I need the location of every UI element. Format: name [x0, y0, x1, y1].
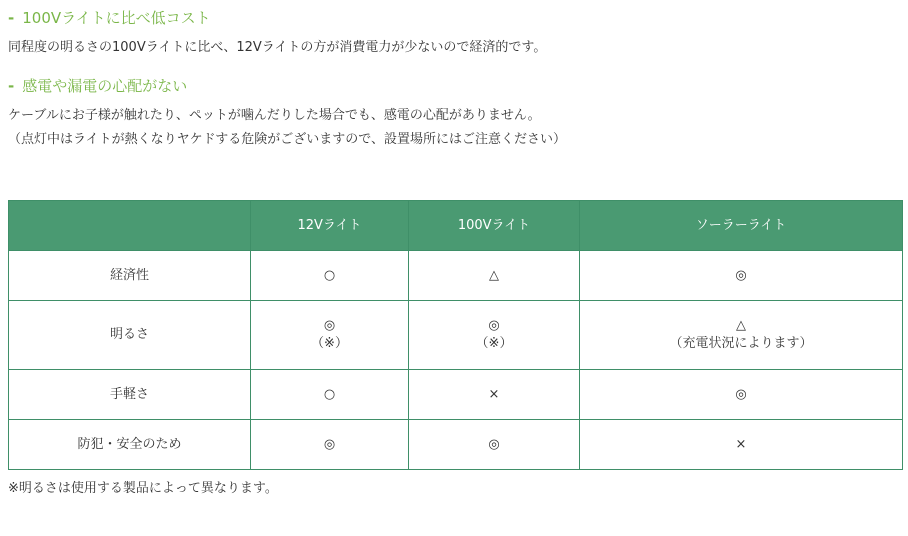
- cell-sub: （※）: [311, 336, 348, 351]
- table-cell: [409, 251, 580, 301]
- cell-main: ◎: [735, 267, 747, 283]
- heading-title: 100Vライトに比べ低コスト: [22, 9, 211, 27]
- table-cell: [409, 301, 580, 370]
- cell-main: △: [736, 318, 746, 333]
- comparison-table: [8, 200, 903, 470]
- table-header-row: [9, 201, 903, 251]
- table-cell: [251, 301, 409, 370]
- heading-dash: -: [8, 9, 15, 27]
- cell-main: ◎: [488, 436, 500, 452]
- footnote: ※明るさは使用する製品によって異なります。: [8, 481, 278, 496]
- table-cell: [580, 370, 903, 420]
- header-cell-empty: [9, 201, 251, 251]
- cell-main: ○: [323, 267, 336, 283]
- table-cell: [580, 251, 903, 301]
- table-row: [9, 420, 903, 470]
- cell-main: ◎: [488, 318, 500, 333]
- heading-dash: -: [8, 77, 15, 95]
- table-cell: [580, 420, 903, 470]
- table-row: [9, 370, 903, 420]
- cell-main: ×: [735, 436, 747, 452]
- section-text-caution: （点灯中はライトが熱くなりヤケドする危険がございますので、設置場所にはご注意ください）: [8, 132, 566, 147]
- row-label-security: 防犯・安全のため: [9, 420, 251, 470]
- cell-sub: （※）: [475, 336, 513, 351]
- cell-main: ◎: [735, 386, 747, 402]
- cell-main: ×: [488, 386, 500, 402]
- cell-main: ◎: [323, 436, 336, 452]
- cell-sub: （充電状況によります）: [669, 336, 813, 351]
- table-cell: [251, 370, 409, 420]
- table-row: [9, 251, 903, 301]
- table-cell: [251, 251, 409, 301]
- comparison-table-wrap: [8, 200, 902, 470]
- section-text-low-cost: 同程度の明るさの100Vライトに比べ、12Vライトの方が消費電力が少ないので経済的です。: [8, 40, 547, 55]
- section-heading-no-shock: [8, 76, 187, 96]
- row-label-brightness: 明るさ: [9, 301, 251, 370]
- row-label-ease: 手軽さ: [9, 370, 251, 420]
- cell-main: ◎: [323, 318, 336, 333]
- row-label-economy: 経済性: [9, 251, 251, 301]
- header-cell-100v: 100Vライト: [409, 201, 580, 251]
- table-cell: [409, 420, 580, 470]
- table-cell: [409, 370, 580, 420]
- header-cell-solar: ソーラーライト: [580, 201, 903, 251]
- heading-title: 感電や漏電の心配がない: [22, 77, 188, 95]
- table-cell: [251, 420, 409, 470]
- table-row: [9, 301, 903, 370]
- table-cell: [580, 301, 903, 370]
- cell-main: ○: [323, 386, 336, 402]
- section-text-no-shock: ケーブルにお子様が触れたり、ペットが噛んだりした場合でも、感電の心配がありません。: [8, 108, 541, 123]
- header-cell-12v: 12Vライト: [251, 201, 409, 251]
- section-heading-low-cost: [8, 8, 211, 28]
- cell-main: △: [489, 267, 499, 283]
